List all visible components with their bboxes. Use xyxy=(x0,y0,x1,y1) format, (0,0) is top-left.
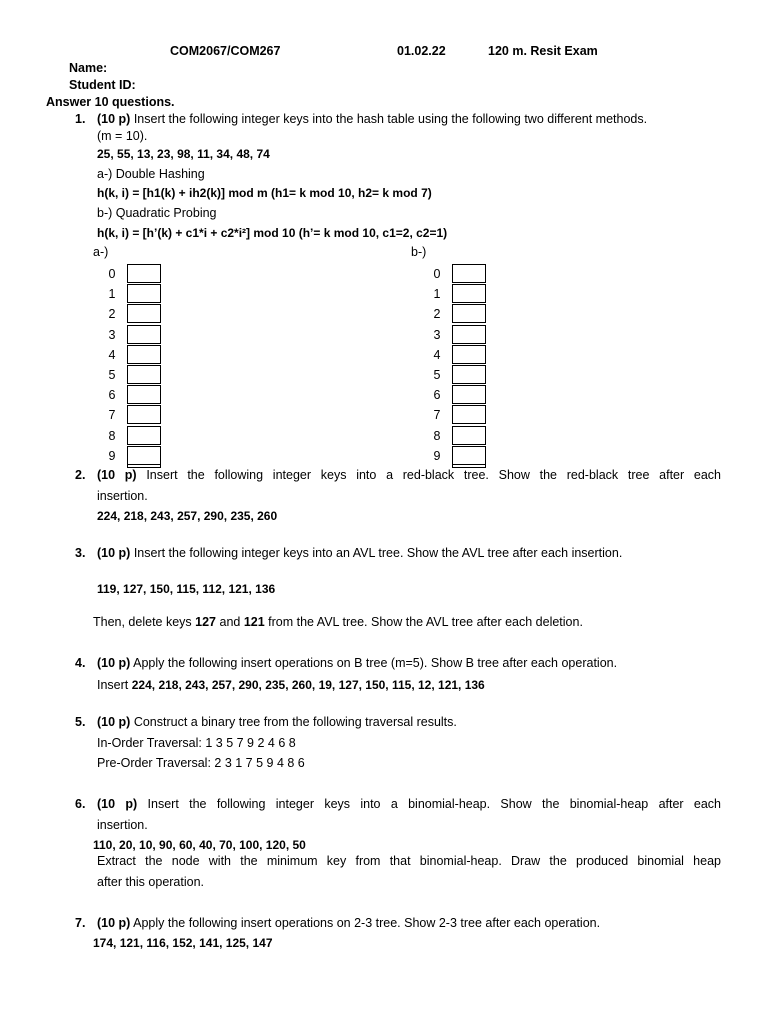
table-b-label: b-) xyxy=(411,245,427,259)
formula-a: h(k, i) = [h1(k) + ih2(k)] mod m (h1= k mod 10, h2= k mod 7) xyxy=(97,186,432,200)
hash-slot-cell[interactable] xyxy=(452,405,486,424)
key-list: 119, 127, 150, 115, 112, 121, 136 xyxy=(97,582,276,596)
question-body: Construct a binary tree from the following traversal results. xyxy=(130,715,457,729)
question-body: Apply the following insert operations on 2-3 tree. Show 2-3 tree after each operation. xyxy=(130,916,601,930)
slot-index: 6 xyxy=(433,388,441,402)
question-number: 6. xyxy=(75,797,86,811)
student-id-label: Student ID: xyxy=(69,78,136,92)
delete-key: 121 xyxy=(243,615,265,629)
slot-index: 0 xyxy=(108,267,116,281)
question-points: (10 p) xyxy=(97,916,131,930)
key-list: 25, 55, 13, 23, 98, 11, 34, 48, 74 xyxy=(97,147,270,161)
extract-instruction: Extract the node with the minimum key from that binomial-heap. Draw the produced binomial heap xyxy=(97,854,721,868)
delete-key: 127 xyxy=(195,615,217,629)
question-text xyxy=(97,656,617,671)
hash-slot-cell[interactable] xyxy=(452,304,486,323)
hash-slot-cell[interactable] xyxy=(452,385,486,404)
question-points: (10 p) xyxy=(97,656,131,670)
question-text-cont: (m = 10). xyxy=(97,129,148,143)
slot-index: 4 xyxy=(108,348,116,362)
slot-index: 8 xyxy=(433,429,441,443)
key-list: 224, 218, 243, 257, 290, 235, 260 xyxy=(97,509,278,523)
method-a-label: a-) Double Hashing xyxy=(97,167,205,181)
delete-text: and xyxy=(216,615,244,629)
question-number: 5. xyxy=(75,715,86,729)
hash-slot-cell[interactable] xyxy=(127,304,161,323)
course-code: COM2067/COM267 xyxy=(170,44,281,58)
slot-index: 7 xyxy=(108,408,116,422)
delete-text: Then, delete keys xyxy=(93,615,196,629)
question-points: (10 p) xyxy=(97,112,131,126)
slot-index: 9 xyxy=(433,449,441,463)
delete-text: from the AVL tree. Show the AVL tree after each deletion. xyxy=(264,615,583,629)
slot-index: 5 xyxy=(108,368,116,382)
hash-slot-cell[interactable] xyxy=(127,405,161,424)
hash-slot-cell[interactable] xyxy=(452,325,486,344)
slot-index: 9 xyxy=(108,449,116,463)
key-list: 174, 121, 116, 152, 141, 125, 147 xyxy=(93,936,273,950)
question-text xyxy=(97,916,600,931)
slot-index: 1 xyxy=(108,287,116,301)
question-number: 7. xyxy=(75,916,86,930)
question-number: 2. xyxy=(75,468,86,482)
question-number: 4. xyxy=(75,656,86,670)
question-points: (10 p) xyxy=(97,546,131,560)
slot-index: 6 xyxy=(108,388,116,402)
slot-index: 8 xyxy=(108,429,116,443)
formula-b: h(k, i) = [h’(k) + c1*i + c2*i²] mod 10 (h’= k mod 10, c1=2, c2=1) xyxy=(97,226,448,240)
key-list: 224, 218, 243, 257, 290, 235, 260, 19, 127, 150, 115, 12, 121, 136 xyxy=(131,678,485,692)
hash-slot-cell[interactable] xyxy=(127,345,161,364)
hash-slot-cell[interactable] xyxy=(452,426,486,445)
hash-slot-cell[interactable] xyxy=(452,365,486,384)
question-body: Insert the following integer keys into the hash table using the following two different methods. xyxy=(130,112,648,126)
question-body: Insert the following integer keys into an AVL tree. Show the AVL tree after each insertion. xyxy=(130,546,623,560)
question-text xyxy=(97,112,647,127)
question-text-cont: insertion. xyxy=(97,818,148,832)
hash-slot-cell[interactable] xyxy=(452,345,486,364)
slot-index: 3 xyxy=(108,328,116,342)
question-points: (10 p) xyxy=(97,468,137,482)
question-text xyxy=(97,468,721,483)
slot-index: 5 xyxy=(433,368,441,382)
question-number: 3. xyxy=(75,546,86,560)
hash-slot-cell[interactable] xyxy=(127,426,161,445)
question-points: (10 p) xyxy=(97,797,138,811)
slot-index: 3 xyxy=(433,328,441,342)
slot-index: 1 xyxy=(433,287,441,301)
question-number: 1. xyxy=(75,112,86,126)
question-body: Insert the following integer keys into a binomial-heap. Show the binomial-heap after each xyxy=(137,797,722,811)
slot-index: 7 xyxy=(433,408,441,422)
slot-index: 0 xyxy=(433,267,441,281)
slot-index: 4 xyxy=(433,348,441,362)
hash-slot-cell[interactable] xyxy=(127,264,161,283)
hash-slot-cell-bottom xyxy=(452,446,486,468)
delete-instruction xyxy=(93,615,583,630)
table-a-label: a-) xyxy=(93,245,109,259)
instruction: Answer 10 questions. xyxy=(46,95,175,109)
slot-index: 2 xyxy=(433,307,441,321)
question-points: (10 p) xyxy=(97,715,131,729)
extract-instruction-cont: after this operation. xyxy=(97,875,205,889)
hash-slot-cell-bottom xyxy=(127,446,161,468)
question-text xyxy=(97,546,622,561)
name-label: Name: xyxy=(69,61,108,75)
hash-slot-cell[interactable] xyxy=(452,284,486,303)
insert-label: Insert xyxy=(97,678,132,692)
question-text xyxy=(97,715,457,730)
hash-slot-cell[interactable] xyxy=(127,385,161,404)
key-list: 110, 20, 10, 90, 60, 40, 70, 100, 120, 50 xyxy=(93,838,306,852)
exam-info: 120 m. Resit Exam xyxy=(488,44,598,58)
slot-index: 2 xyxy=(108,307,116,321)
question-text xyxy=(97,797,721,812)
exam-date: 01.02.22 xyxy=(397,44,446,58)
method-b-label: b-) Quadratic Probing xyxy=(97,206,217,220)
hash-slot-cell[interactable] xyxy=(127,325,161,344)
preorder-traversal: Pre-Order Traversal: 2 3 1 7 5 9 4 8 6 xyxy=(97,756,305,770)
insert-operations xyxy=(97,678,485,693)
question-text-cont: insertion. xyxy=(97,489,148,503)
question-body: Apply the following insert operations on B tree (m=5). Show B tree after each operation. xyxy=(130,656,618,670)
hash-slot-cell[interactable] xyxy=(127,365,161,384)
hash-slot-cell[interactable] xyxy=(127,284,161,303)
question-body: Insert the following integer keys into a red-black tree. Show the red-black tree after each xyxy=(136,468,721,482)
hash-slot-cell[interactable] xyxy=(452,264,486,283)
inorder-traversal: In-Order Traversal: 1 3 5 7 9 2 4 6 8 xyxy=(97,736,296,750)
